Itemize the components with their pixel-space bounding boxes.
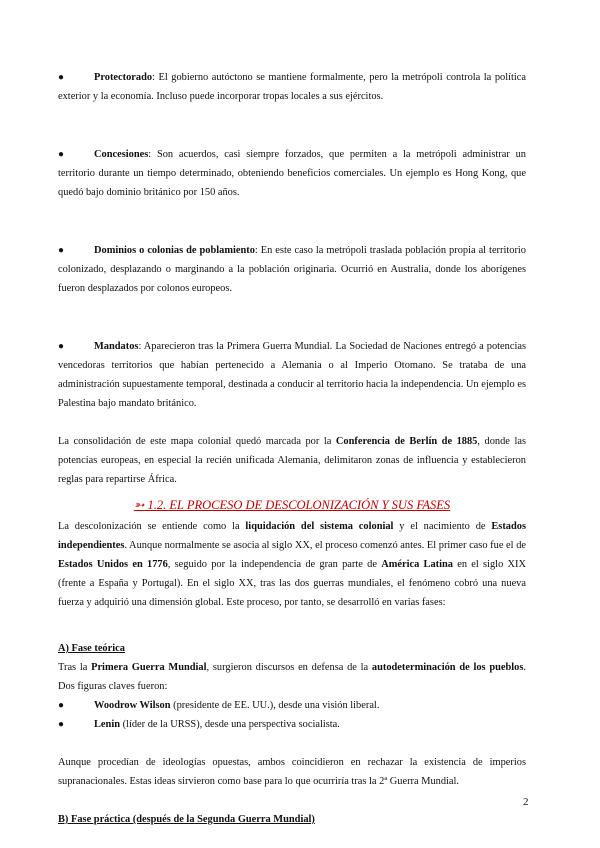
phase-a-intro: Tras la Primera Guerra Mundial, surgieron discursos en defensa de la autodeterminación de los pueblos. Dos figuras claves fueron: [58,662,527,692]
phase-a-closing: Aunque procedían de ideologías opuestas, ambos coincidieron en rechazar la existencia de imperios supranacionales. Estas ideas sirvieron como base para lo que ocurriría tras la 2ª Guerra Mundial. [58,757,526,787]
document-page [58,68,526,829]
bullet-dominios: ● Dominios o colonias de poblamiento: En este caso la metrópoli traslada población propia al territorio colonizado, desplazando o marginando a la población originaria. Ocurrió en Australia, donde los aborígenes fueron desplazados por colonos europeos. [58,241,526,298]
bullet-dot: ● [58,72,65,83]
section-marker-icon: ➳ [133,498,145,512]
bullet-protectorado: ● Protectorado: El gobierno autóctono se mantiene formalmente, pero la metrópoli controla la política exterior y la economía. Incluso puede incorporar tropas locales a sus ejércitos. [58,68,526,106]
bullet-dot: ● [58,245,65,256]
paragraph-descolonizacion: La descolonización se entiende como la liquidación del sistema colonial y el nacimiento de Estados independientes. Aunque normalmente se asocia al siglo XX, el proceso comenzó antes. El primer caso fue el de Estados Unidos en 1776, seguido por la independencia de gran parte de América Latina en el siglo XIX (frente a España y Portugal). En el siglo XX, tras las dos guerras mundiales, el fenómeno cobró una nueva fuerza y adquirió una dimensión global. Este proceso, por tanto, se desarrolló en varias fases: [58,521,527,608]
bullet-dot: ● [58,719,65,730]
bullet-dot: ● [58,700,65,711]
bullet-dot: ● [58,149,65,160]
bullet-mandatos: ● Mandatos: Aparecieron tras la Primera Guerra Mundial. La Sociedad de Naciones entregó a potencias vencedoras territorios que habían pertenecido a Alemania o al Imperio Otomano. Se trataba de una administración supuestamente temporal, destinada a conducir al territorio hacia la independencia. Un ejemplo es Palestina bajo mandato británico. [58,337,526,413]
list-item-wilson: ● Woodrow Wilson (presidente de EE. UU.), desde una visión liberal. [58,696,526,715]
paragraph-berlin: La consolidación de este mapa colonial quedó marcada por la Conferencia de Berlín de 1885, donde las potencias europeas, en especial la recién unificada Alemania, delimitaron zonas de influencia y establecieron reglas para repartirse África. [58,436,526,485]
section-heading: ➳ 1.2. EL PROCESO DE DESCOLONIZACIÓN Y SUS FASES [133,498,451,512]
phase-a-title: A) Fase teórica [58,643,125,654]
bullet-concesiones: ● Concesiones: Son acuerdos, casi siempre forzados, que permiten a la metrópoli administrar un territorio durante un tiempo determinado, obteniendo beneficios comerciales. Un ejemplo es Hong Kong, que quedó bajo dominio británico por 150 años. [58,145,526,202]
page-number: 2 [523,796,529,808]
phase-b-title: B) Fase práctica (después de la Segunda Guerra Mundial) [58,814,315,825]
list-item-lenin: ● Lenin (líder de la URSS), desde una perspectiva socialista. [58,715,526,734]
bullet-dot: ● [58,341,65,352]
